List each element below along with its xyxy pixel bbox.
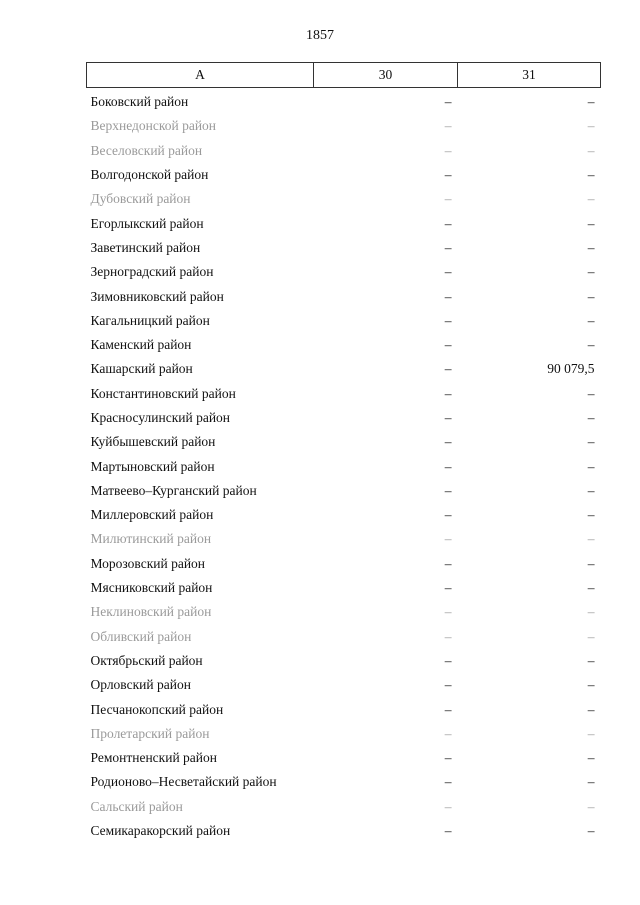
header-column-30: 30 xyxy=(314,63,458,88)
district-name-cell: Куйбышевский район xyxy=(90,434,216,450)
value-31-cell: – xyxy=(587,167,595,183)
table-row xyxy=(87,260,601,284)
district-name-cell: Семикаракорский район xyxy=(90,823,231,839)
value-31-cell: – xyxy=(587,434,595,450)
value-30-cell: – xyxy=(444,312,452,328)
value-31-cell: – xyxy=(587,118,595,134)
value-30-cell: – xyxy=(444,458,452,474)
value-31-cell: – xyxy=(587,555,595,571)
value-31-cell: – xyxy=(587,531,595,547)
district-name-cell: Каменский район xyxy=(90,337,192,353)
value-31-cell: – xyxy=(587,288,595,304)
value-30-cell: – xyxy=(444,652,452,668)
table-row xyxy=(87,819,601,843)
value-31-cell: – xyxy=(587,725,595,741)
district-name-cell: Заветинский район xyxy=(90,239,201,255)
value-31-cell: – xyxy=(587,507,595,523)
table-header xyxy=(87,63,601,88)
value-31-cell: – xyxy=(587,337,595,353)
data-table xyxy=(86,62,601,843)
value-31-cell: – xyxy=(587,215,595,231)
table-row xyxy=(87,187,601,211)
value-30-cell: – xyxy=(444,361,452,377)
district-name-cell: Октябрьский район xyxy=(90,652,203,668)
district-name-cell: Морозовский район xyxy=(90,555,206,571)
table-row xyxy=(87,333,601,357)
table-row xyxy=(87,88,601,115)
district-name-cell: Верхнедонской район xyxy=(90,118,217,134)
value-31-cell: 90 079,5 xyxy=(547,361,595,377)
district-name-cell: Мясниковский район xyxy=(90,580,213,596)
value-30-cell: – xyxy=(444,531,452,547)
table-row xyxy=(87,625,601,649)
value-30-cell: – xyxy=(444,750,452,766)
table-row xyxy=(87,770,601,794)
table-row xyxy=(87,236,601,260)
value-30-cell: – xyxy=(444,798,452,814)
page-number: 1857 xyxy=(306,28,334,43)
table-row xyxy=(87,114,601,138)
table-row xyxy=(87,211,601,235)
value-30-cell: – xyxy=(444,264,452,280)
district-name-cell: Зимовниковский район xyxy=(90,288,224,304)
table-row xyxy=(87,746,601,770)
value-30-cell: – xyxy=(444,191,452,207)
value-30-cell: – xyxy=(444,604,452,620)
value-30-cell: – xyxy=(444,410,452,425)
value-30-cell: – xyxy=(444,118,452,134)
value-30-cell: – xyxy=(444,288,452,304)
value-30-cell: – xyxy=(444,239,452,255)
table-row xyxy=(87,479,601,503)
value-31-cell: – xyxy=(587,264,595,280)
table-row xyxy=(87,284,601,308)
district-name-cell: Миллеровский район xyxy=(90,507,214,523)
value-31-cell: – xyxy=(587,798,595,814)
value-30-cell: – xyxy=(444,580,452,596)
district-name-cell: Неклиновский район xyxy=(90,604,212,620)
table-row xyxy=(87,673,601,697)
value-30-cell: – xyxy=(444,774,452,790)
value-31-cell: – xyxy=(587,239,595,255)
district-name-cell: Егорлыкский район xyxy=(90,215,204,231)
table-row xyxy=(87,139,601,163)
value-30-cell: – xyxy=(444,677,452,693)
value-30-cell: – xyxy=(444,823,452,839)
value-30-cell: – xyxy=(444,482,452,498)
value-31-cell: – xyxy=(587,410,595,425)
table-body xyxy=(87,88,601,844)
table-row xyxy=(87,697,601,721)
table-row xyxy=(87,454,601,478)
value-31-cell: – xyxy=(587,652,595,668)
district-name-cell: Кашарский район xyxy=(90,361,193,377)
district-name-cell: Ремонтненский район xyxy=(90,750,217,766)
district-name-cell: Боковский район xyxy=(90,94,189,110)
value-30-cell: – xyxy=(444,434,452,450)
table-row xyxy=(87,309,601,333)
district-name-cell: Красносулинский район xyxy=(90,410,231,425)
value-31-cell: – xyxy=(587,823,595,839)
table-row xyxy=(87,382,601,406)
value-30-cell: – xyxy=(444,385,452,401)
district-name-cell: Волгодонской район xyxy=(90,167,209,183)
value-30-cell: – xyxy=(444,94,452,110)
value-30-cell: – xyxy=(444,628,452,644)
value-30-cell: – xyxy=(444,701,452,717)
value-31-cell: – xyxy=(587,458,595,474)
district-name-cell: Обливский район xyxy=(90,628,192,644)
value-30-cell: – xyxy=(444,337,452,353)
value-31-cell: – xyxy=(587,94,595,110)
district-name-cell: Мартыновский район xyxy=(90,458,215,474)
table-row xyxy=(87,600,601,624)
table-row xyxy=(87,357,601,381)
district-name-cell: Родионово–Несветайский район xyxy=(90,774,277,790)
table-row xyxy=(87,795,601,819)
value-31-cell: – xyxy=(587,191,595,207)
value-31-cell: – xyxy=(587,385,595,401)
table-row xyxy=(87,576,601,600)
table-row xyxy=(87,552,601,576)
district-name-cell: Орловский район xyxy=(90,677,191,693)
district-name-cell: Пролетарский район xyxy=(90,725,210,741)
value-31-cell: – xyxy=(587,677,595,693)
district-name-cell: Матвеево–Курганский район xyxy=(90,482,257,498)
district-name-cell: Милютинский район xyxy=(90,531,212,547)
district-name-cell: Константиновский район xyxy=(90,385,236,401)
value-31-cell: – xyxy=(587,701,595,717)
value-30-cell: – xyxy=(444,725,452,741)
district-name-cell: Веселовский район xyxy=(90,142,203,158)
district-name-cell: Сальский район xyxy=(90,798,183,814)
value-30-cell: – xyxy=(444,215,452,231)
value-31-cell: – xyxy=(587,312,595,328)
value-30-cell: – xyxy=(444,555,452,571)
value-31-cell: – xyxy=(587,142,595,158)
table-row xyxy=(87,163,601,187)
table-row xyxy=(87,406,601,430)
district-name-cell: Зерноградский район xyxy=(90,264,214,280)
value-30-cell: – xyxy=(444,142,452,158)
table-row xyxy=(87,503,601,527)
district-name-cell: Дубовский район xyxy=(90,191,191,207)
header-column-31: 31 xyxy=(458,63,601,88)
table-row xyxy=(87,649,601,673)
value-31-cell: – xyxy=(587,750,595,766)
district-name-cell: Песчанокопский район xyxy=(90,701,224,717)
table-row xyxy=(87,527,601,551)
header-column-a: А xyxy=(87,63,314,88)
value-31-cell: – xyxy=(587,628,595,644)
value-30-cell: – xyxy=(444,507,452,523)
value-31-cell: – xyxy=(587,482,595,498)
value-31-cell: – xyxy=(587,774,595,790)
district-name-cell: Кагальницкий район xyxy=(90,312,210,328)
value-30-cell: – xyxy=(444,167,452,183)
table-row xyxy=(87,722,601,746)
value-31-cell: – xyxy=(587,604,595,620)
value-31-cell: – xyxy=(587,580,595,596)
table-row xyxy=(87,430,601,454)
